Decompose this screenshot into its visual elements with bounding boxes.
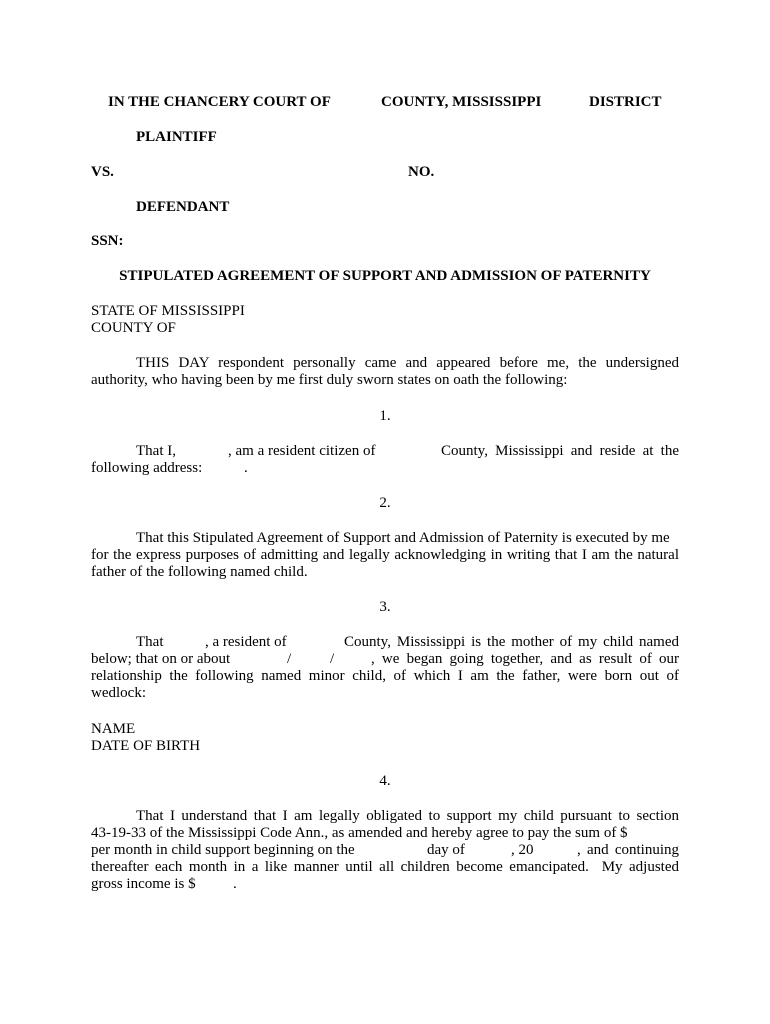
district-label: DISTRICT	[589, 94, 662, 110]
section-3-that: That	[136, 634, 164, 650]
section-3-line-3-wrap	[91, 668, 679, 686]
case-number-label: NO.	[408, 164, 435, 180]
section-1-address-period: .	[244, 460, 248, 476]
section-4-continuing-wrap	[577, 842, 679, 860]
section-2-line-2-wrap	[91, 547, 679, 565]
section-3-county: County, Mississippi is the mother of my child named	[344, 634, 679, 650]
section-3-began-wrap	[371, 651, 679, 669]
section-4-line-1: That I understand that I am legally obligated to support my child pursuant to section	[136, 808, 679, 824]
section-4-line-2: 43-19-33 of the Mississippi Code Ann., as amended and hereby agree to pay the sum of $	[91, 825, 628, 841]
defendant-label: DEFENDANT	[136, 199, 230, 215]
section-4-line-4: thereafter each month in a like manner until all children become emancipated. My adjusted	[91, 859, 679, 875]
venue-state: STATE OF MISSISSIPPI	[91, 303, 245, 319]
section-3-slash-1: /	[287, 651, 292, 667]
section-4-year: , 20	[511, 842, 534, 858]
section-1-resident: , am a resident citizen of	[228, 443, 376, 459]
section-1-number: 1.	[379, 408, 391, 424]
section-3-resident: , a resident of	[205, 634, 287, 650]
child-name-label: NAME	[91, 721, 136, 737]
section-4-line-1-wrap	[136, 808, 679, 826]
section-1-county-text: County, Mississippi and reside at the	[441, 443, 679, 459]
section-4-number: 4.	[379, 773, 391, 789]
section-2-line-1: That this Stipulated Agreement of Support and Admission of Paternity is executed by me	[136, 530, 670, 546]
court-label: IN THE CHANCERY COURT OF	[108, 94, 331, 110]
section-3-slash-2: /	[330, 651, 335, 667]
vs-label: VS.	[91, 164, 114, 180]
county-state-label: COUNTY, MISSISSIPPI	[381, 94, 542, 110]
section-2-line-3: father of the following named child.	[91, 564, 308, 580]
intro-line-2: authority, who having been by me first duly sworn states on oath the following:	[91, 372, 568, 388]
section-2-line-2: for the express purposes of admitting and legally acknowledging in writing that I am the natural	[91, 547, 679, 563]
section-1-county	[441, 443, 679, 461]
section-4-continuing: , and continuing	[577, 842, 679, 858]
section-3-line-3: relationship the following named minor child, of which I am the father, were born out of	[91, 668, 679, 684]
section-4-per-month: per month in child support beginning on the	[91, 842, 355, 858]
section-3-number: 3.	[379, 599, 391, 615]
section-4-line-4-wrap	[91, 859, 679, 877]
document-title: STIPULATED AGREEMENT OF SUPPORT AND ADMISSION OF PATERNITY	[119, 268, 651, 284]
section-4-income-period: .	[233, 876, 237, 892]
plaintiff-label: PLAINTIFF	[136, 129, 217, 145]
section-4-income-label: gross income is $	[91, 876, 196, 892]
section-4-day-of: day of	[427, 842, 465, 858]
child-dob-label: DATE OF BIRTH	[91, 738, 201, 754]
section-3-on-or-about: below; that on or about	[91, 651, 231, 667]
section-1-that-i: That I,	[136, 443, 176, 459]
section-3-line-4: wedlock:	[91, 685, 146, 701]
intro-text-1: THIS DAY respondent personally came and appeared before me, the undersigned	[136, 355, 679, 371]
intro-line-1	[136, 355, 679, 373]
section-2-number: 2.	[379, 495, 391, 511]
ssn-label: SSN:	[91, 233, 124, 249]
section-1-address-label: following address:	[91, 460, 203, 476]
section-3-county-wrap	[344, 634, 679, 652]
venue-county: COUNTY OF	[91, 320, 176, 336]
section-3-began: , we began going together, and as result of our	[371, 651, 679, 667]
